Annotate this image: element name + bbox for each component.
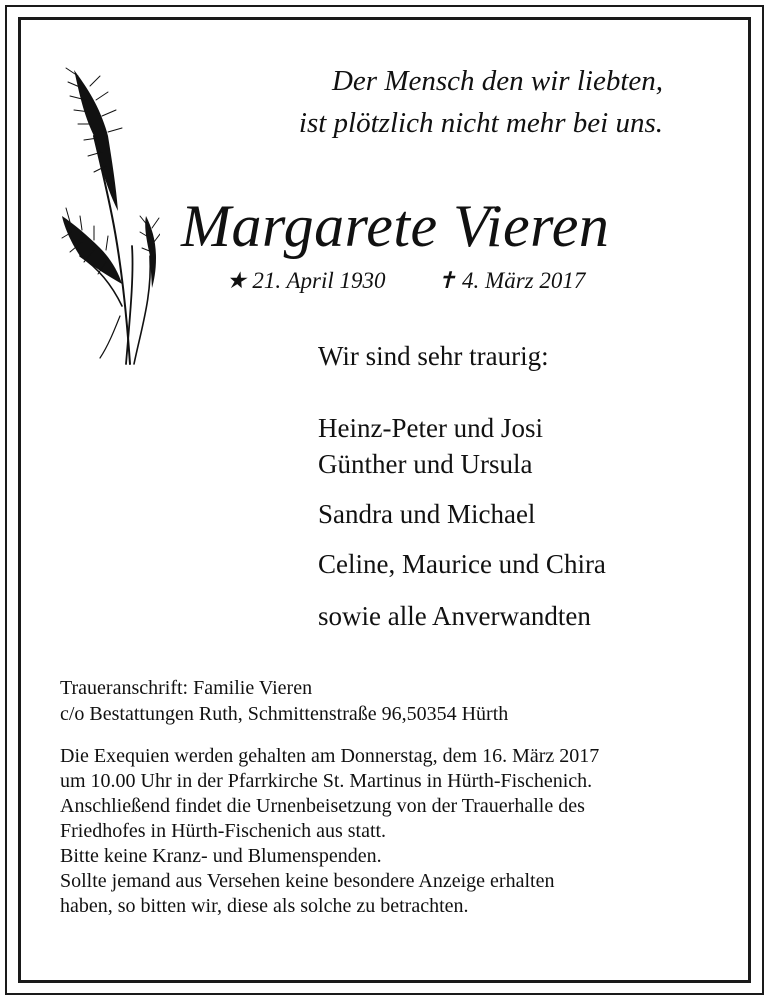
death-date: [437, 268, 585, 294]
star-icon: ★: [226, 268, 247, 293]
verse-line-2: ist plötzlich nicht mehr bei uns.: [298, 107, 663, 139]
mourner-line: Günther und Ursula: [318, 449, 533, 479]
birth-date: [226, 268, 386, 294]
birth-date-text: 21. April 1930: [252, 268, 386, 293]
verse-line-1: Der Mensch den wir liebten,: [331, 65, 663, 97]
details-line: Friedhofes in Hürth-Fischenich aus statt.: [60, 820, 387, 842]
deceased-name: Margarete Vieren: [181, 193, 610, 259]
details-line: haben, so bitten wir, diese als solche zu betrachten.: [60, 895, 469, 917]
address-line-2: c/o Bestattungen Ruth, Schmittenstraße 96,50354 Hürth: [60, 703, 509, 725]
details-line: Sollte jemand aus Versehen keine besondere Anzeige erhalten: [60, 870, 555, 892]
details-line: Anschließend findet die Urnenbeisetzung von der Trauerhalle des: [60, 795, 585, 817]
cross-icon: ✝: [437, 268, 457, 293]
mourner-line: Heinz-Peter und Josi: [318, 413, 543, 443]
mourner-line: Sandra und Michael: [318, 499, 536, 529]
death-date-text: 4. März 2017: [462, 268, 586, 293]
mourner-line: Celine, Maurice und Chira: [318, 549, 606, 579]
address-line-1: Traueranschrift: Familie Vieren: [60, 677, 313, 699]
wheat-ears-icon: [60, 66, 160, 366]
details-line: um 10.00 Uhr in der Pfarrkirche St. Martinus in Hürth-Fischenich.: [60, 770, 593, 792]
details-line: Die Exequien werden gehalten am Donnerstag, dem 16. März 2017: [60, 745, 600, 767]
details-line: Bitte keine Kranz- und Blumenspenden.: [60, 845, 382, 867]
mourner-line: sowie alle Anverwandten: [318, 601, 591, 631]
mourners-intro: Wir sind sehr traurig:: [318, 341, 549, 371]
